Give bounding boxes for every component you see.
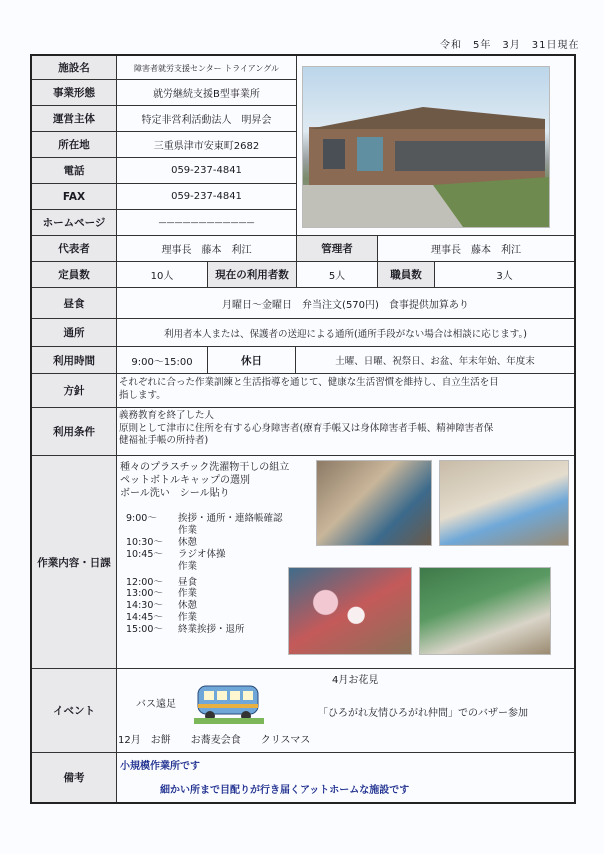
- schedule-item: 作業: [178, 524, 198, 536]
- condition-line-1: 義務教育を終了した人: [119, 410, 215, 421]
- schedule-item: 昼食: [178, 576, 198, 588]
- schedule-time: 14:30～: [126, 600, 163, 612]
- schedule-time: 9:00～: [126, 513, 157, 524]
- schedule-item: ラジオ体操: [178, 548, 226, 560]
- schedule-time: 14:45～: [126, 612, 163, 624]
- schedule-item: 終業挨拶・退所: [178, 624, 245, 636]
- schedule-time: 10:45～: [126, 548, 163, 560]
- schedule-row: [126, 624, 283, 636]
- building-photo: [302, 66, 550, 228]
- hours-value: 9:00～15:00: [131, 356, 193, 368]
- work-photo-1: [316, 460, 432, 546]
- building-illustration: [303, 67, 549, 227]
- operator: 特定非営利活動法人 明昇会: [141, 115, 272, 126]
- capacity-value: 10人: [150, 271, 174, 282]
- schedule-row: [126, 537, 283, 549]
- notes-line-1: 小規模作業所です: [120, 761, 200, 772]
- schedule-row: [126, 577, 283, 589]
- current-users-value: 5人: [328, 271, 346, 282]
- label-notes: 備考: [32, 753, 116, 802]
- schedule-time: 10:30～: [126, 536, 163, 548]
- label-lunch: 昼食: [32, 288, 116, 318]
- event-bazaar: 「ひろがれ友情ひろがれ仲間」でのバザー参加: [318, 708, 528, 719]
- holidays-value: 土曜、日曜、祝祭日、お盆、年末年始、年度末: [335, 356, 535, 367]
- label-staff: 職員数: [378, 262, 434, 287]
- event-december: 12月 お餅 お蕎麦会食 クリスマス: [118, 735, 311, 746]
- label-facility-name: 施設名: [32, 56, 116, 79]
- facility-name: 障害者就労支援センター トライアングル: [133, 63, 280, 73]
- business-type: 就労継続支援B型事業所: [153, 89, 260, 100]
- daily-schedule: [126, 513, 283, 636]
- task-item: ペットボトルキャップの選別: [120, 475, 250, 486]
- label-capacity: 定員数: [32, 262, 116, 287]
- task-item: 種々のプラスチック洗濯物干しの組立: [120, 462, 290, 473]
- homepage-value: ————————————: [158, 218, 255, 227]
- policy-text: [119, 376, 574, 402]
- work-photo-2: [439, 460, 569, 546]
- label-representative: 代表者: [32, 236, 116, 261]
- label-work: 作業内容・日課: [32, 456, 116, 668]
- event-bus-trip: バス遠足: [136, 699, 176, 710]
- condition-line-2: 原則として津市に住所を有する心身障害者(療育手帳又は身体障害者手帳、精神障害者保: [119, 422, 494, 434]
- manager-name: 理事長 藤本 利江: [431, 245, 521, 256]
- condition-line-3: 健福祉手帳の所持者): [119, 435, 209, 446]
- label-address: 所在地: [32, 132, 116, 157]
- event-hanami: 4月お花見: [332, 675, 379, 686]
- work-photo-4: [419, 567, 551, 655]
- schedule-row: [126, 612, 283, 624]
- commute-value: 利用者本人または、保護者の送迎による通所(通所手段がない場合は相談に応じます。): [164, 328, 527, 340]
- label-conditions: 利用条件: [32, 408, 116, 455]
- label-phone: 電話: [32, 158, 116, 183]
- conditions-text: [119, 410, 574, 448]
- label-homepage: ホームページ: [32, 210, 116, 235]
- schedule-row: [126, 588, 283, 600]
- label-hours: 利用時間: [32, 347, 116, 373]
- schedule-item: 作業: [178, 612, 198, 624]
- schedule-row: [126, 561, 283, 573]
- schedule-time: 15:00～: [126, 624, 163, 636]
- policy-line-1: それぞれに合った作業訓練と生活指導を通じて、健康な生活習慣を維持し、自立生活を目: [119, 377, 499, 388]
- schedule-item: 作業: [178, 588, 198, 600]
- phone-number: 059-237-4841: [171, 165, 242, 176]
- label-manager: 管理者: [297, 236, 377, 261]
- work-tasks: [120, 461, 289, 500]
- task-item: ボール洗い シール貼り: [120, 488, 230, 499]
- bus-illustration: [194, 678, 264, 726]
- schedule-item: 休憩: [178, 536, 198, 548]
- schedule-row: [126, 513, 283, 525]
- schedule-item: 休憩: [178, 600, 198, 612]
- schedule-row: [126, 525, 283, 537]
- schedule-time: 13:00～: [126, 588, 163, 600]
- schedule-item: 作業: [178, 560, 198, 572]
- schedule-row: [126, 549, 283, 561]
- policy-line-2: 指します。: [119, 390, 166, 401]
- rule: [296, 56, 297, 235]
- lunch-value: 月曜日～金曜日 弁当注文(570円) 食事提供加算あり: [222, 299, 469, 311]
- label-business-type: 事業形態: [32, 80, 116, 105]
- fax-number: 059-237-4841: [171, 191, 242, 202]
- label-holidays: 休日: [241, 354, 262, 367]
- address: 三重県津市安東町2682: [153, 141, 260, 152]
- work-photo-3: [288, 567, 412, 655]
- date-stamp: 令和 5年 3月 31日現在: [440, 40, 580, 51]
- schedule-item: 挨拶・通所・連絡帳確認: [178, 513, 283, 524]
- label-policy: 方針: [32, 374, 116, 407]
- schedule-time: 12:00～: [126, 576, 163, 588]
- staff-value: 3人: [496, 271, 513, 282]
- label-fax: FAX: [32, 184, 116, 209]
- label-event: イベント: [32, 669, 116, 752]
- representative-name: 理事長 藤本 利江: [161, 245, 252, 256]
- notes-line-2: 細かい所まで目配りが行き届くアットホームな施設です: [160, 785, 410, 796]
- label-commute: 通所: [32, 319, 116, 346]
- label-operator: 運営主体: [32, 106, 116, 131]
- label-current-users: 現在の利用者数: [208, 262, 296, 287]
- schedule-row: [126, 600, 283, 612]
